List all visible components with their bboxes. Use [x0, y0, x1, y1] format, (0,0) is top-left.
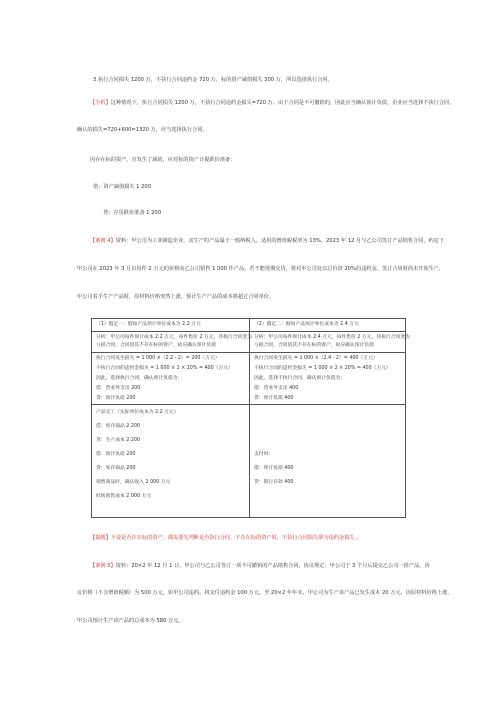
case4-tag: 【案例 4】 [90, 238, 116, 244]
analysis-continued: 确认的损失=720+600=1320 万，应当选择执行合同。 [77, 127, 208, 133]
table-row-divider [92, 331, 405, 332]
left-later-line: 产品完工（实际单位成本为 2.2 万元） [96, 410, 179, 415]
paragraph-conclusion: 3.执行合同损失 1200 万，不执行合同违约金 720 万，标的资产减值损失 300 万，所以选择执行合同。 [93, 77, 333, 83]
right-calc-line: 不执行合同的违约金损失 = 1 000 × 2 × 20% = 400（万元） [254, 366, 391, 371]
right-later-line: 支付时： [254, 452, 274, 457]
case5-tag: 【案例 5】 [90, 563, 116, 569]
case4-paragraph [90, 238, 444, 245]
case4-continued-2: 甲公司着手生产产品时，原材料价格突然上涨，预计生产产品的成本将超过合同单价。 [77, 294, 275, 300]
right-calc-line: 贷：预计负债 400 [254, 396, 294, 401]
impairment-intro: 因存在标的资产，且发生了减值，应对标的资产计提跌价准备： [90, 157, 236, 163]
left-calc-line: 借：营业外支出 200 [96, 386, 141, 391]
analysis-paragraph [90, 100, 454, 107]
left-calc-line: 不执行合同的违约金损失 = 1 000 × 2 × 20% = 400（万元） [96, 366, 233, 371]
reminder-tag: 【提醒】 [90, 535, 111, 541]
case4-text: 资料：甲公司为工业制造企业，其生产的产品属于一般纳税人，适用的增值税税率为 13%。2023 年 12 月与乙公司签订产品销售合同，约定下 [115, 238, 445, 244]
left-calc-line: 执行合同发生损失 = 1 000 ×（2.2 - 2）= 200（万元） [96, 356, 220, 361]
journal-credit: 贷：存货跌价准备 1 200 [103, 210, 161, 216]
right-calc-line: 执行合同发生损失 = 1 000 ×（2.4 - 2）= 400（万元） [254, 356, 378, 361]
reminder-text: 不要是否存在标的资产，都需要先判断是否执行合同，不存在标的资产时，不执行合同损失即为违约金损失 。 [110, 535, 362, 541]
left-header: （1）假定一：假如产品预计单位成本为 2.2 万元 [96, 322, 201, 327]
right-calc-line: 借：营业外支出 400 [254, 386, 299, 391]
comparison-table [91, 318, 410, 518]
right-later-line: 借：预计负债 400 [254, 466, 294, 471]
left-later-line: 销售商品时，确认收入 2 000 万元 [96, 480, 171, 485]
left-analysis-line: 亏损合同，合同因其不存在标的资产，故应确认预计负债 [96, 343, 216, 348]
table-column-divider [249, 319, 250, 517]
left-calc-line: 贷：预计负债 200 [96, 396, 136, 401]
table-row-divider [92, 352, 405, 353]
case5-continued-2: 甲公司预计生产该产品的总成本为 580 万元。 [77, 618, 184, 624]
table-row-divider [92, 404, 405, 405]
case5-continued-1: 议价格（不含增值税额）为 500 万元，如甲公司违约，将支付违约金 100 万元。至 20×2 年年末，甲公司为生产该产品已发生成本 20 万元，因原材料价格上涨， [77, 590, 453, 596]
left-later-line: 贷：生产成本 2 200 [96, 438, 141, 443]
reminder-paragraph [90, 535, 361, 542]
analysis-tag: 【分析】 [90, 100, 111, 106]
left-calc-line: 因此，选择执行合同，确认预计负债为： [96, 376, 183, 381]
left-later-line: 借：库存商品 2 200 [96, 424, 141, 429]
left-later-line: 贷：库存商品 200 [96, 466, 136, 471]
journal-debit: 借：资产减值损失 1 200 [93, 184, 151, 190]
right-analysis-line: 亏损合同，合同因其不存在标的资产，故应确认预计负债 [254, 343, 374, 348]
analysis-text: 这种情况下，执行合同损失 1200 万，不执行合同违约金损失=720 万。由于合同是不可撤销的，因此应当确认预计负债，企业应当选择不执行合同， [110, 100, 455, 106]
left-later-line: 借：预计负债 200 [96, 452, 136, 457]
right-calc-line: 因此，选择不执行合同，确认预计负债为： [254, 376, 346, 381]
left-later-line: 结转销售成本 2 000 万元 [96, 494, 152, 499]
case5-paragraph [90, 563, 430, 570]
left-analysis-line: 分析：甲公司每件预计成本 2.2 万元，每件售价 2 万元，待执行合同变为 [96, 335, 252, 340]
right-analysis-line: 分析：甲公司每件预计成本 2.4 万元，每件售价 2 万元，待执行合同变为 [254, 335, 410, 340]
case5-text: 资料：20×2 年 12 月 1 日，甲公司与乙公司签订一项不可撤销的产品销售合同，协议规定：甲公司于 3 个月后提交乙公司一批产品，协 [115, 563, 430, 569]
case4-continued-1: 甲公司在 2023 年 3 月以每件 2 万元的价格向乙公司销售 1 000 件产品，若不能按期交货，将对甲公司处以总价款 20%的违约金。签订合同时尚未开始生产， [77, 266, 445, 272]
right-header: （2）假定二：假如产品预计单位成本为 2.4 万元 [254, 322, 359, 327]
right-later-line: 贷：银行存款 400 [254, 480, 294, 485]
